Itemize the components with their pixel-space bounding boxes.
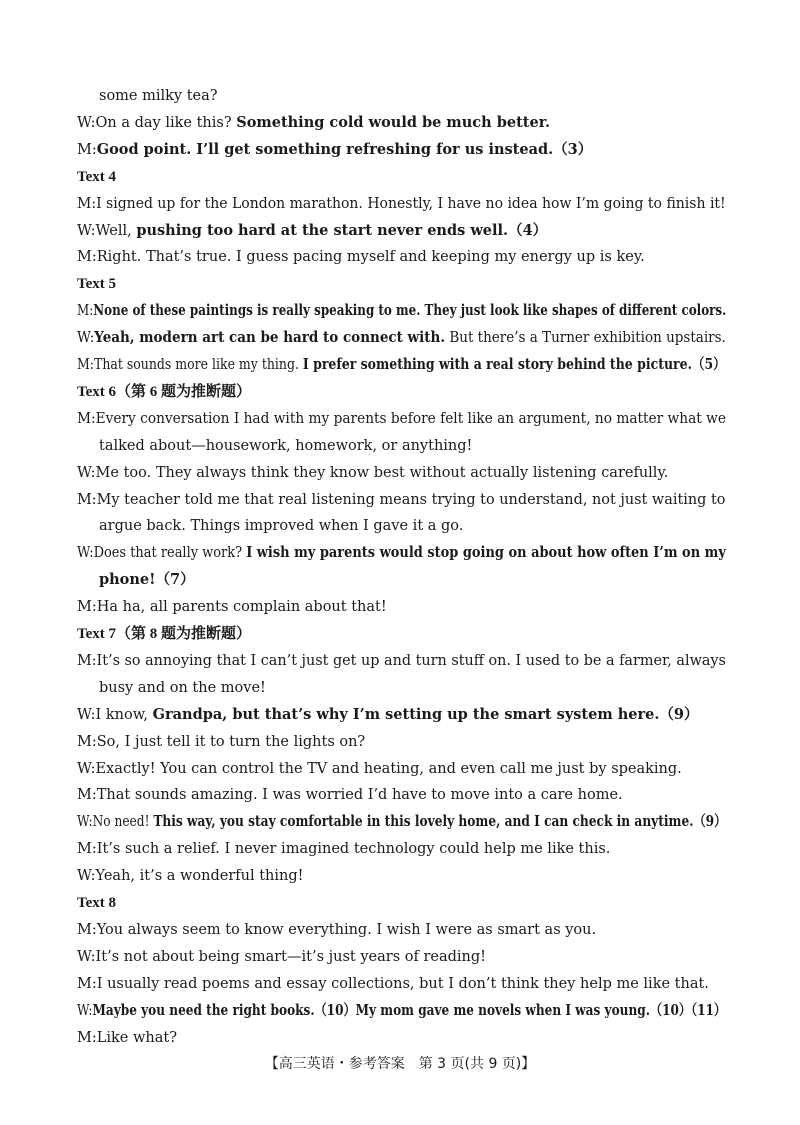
answer-evidence-text: Good point. I’ll get something refreshing for us instead.（3） bbox=[96, 140, 593, 158]
speaker-label: M: bbox=[77, 841, 97, 858]
dialogue-text: Well, bbox=[95, 222, 137, 239]
speaker-label: W: bbox=[77, 330, 95, 347]
dialogue-line bbox=[77, 463, 668, 483]
dialogue-text: My teacher told me that real listening means trying to understand, not just waiting to bbox=[96, 491, 726, 508]
speaker-label: M: bbox=[77, 491, 97, 508]
dialogue-text: So, I just tell it to turn the lights on? bbox=[96, 733, 366, 750]
answer-evidence-text: Yeah, modern art can be hard to connect with. bbox=[94, 329, 446, 347]
dialogue-text: Right. That’s true. I guess pacing myself and keeping my energy up is key. bbox=[96, 249, 645, 266]
speaker-label: W: bbox=[77, 222, 96, 239]
speaker-label: M: bbox=[77, 357, 95, 373]
dialogue-line bbox=[77, 543, 726, 563]
dialogue-text: I know, bbox=[95, 706, 153, 723]
dialogue-text: No need! bbox=[92, 814, 154, 831]
section-heading: Text 6（第 6 题为推断题） bbox=[77, 383, 252, 400]
dialogue-text: That sounds amazing. I was worried I’d have to move into a care home. bbox=[96, 787, 623, 804]
dialogue-line bbox=[77, 947, 486, 967]
speaker-label: W: bbox=[77, 464, 96, 481]
speaker-label: W: bbox=[77, 760, 96, 777]
dialogue-text: It’s not about being smart—it’s just years of reading! bbox=[95, 948, 486, 965]
dialogue-text: Every conversation I had with my parents before felt like an argument, no matter what we bbox=[95, 410, 726, 427]
dialogue-text: You always seem to know everything. I wish I were as smart as you. bbox=[96, 921, 597, 938]
dialogue-line bbox=[77, 140, 592, 160]
section-heading: Text 5 bbox=[77, 276, 117, 293]
dialogue-line bbox=[77, 247, 645, 267]
speaker-label: M: bbox=[77, 195, 97, 212]
answer-evidence-text: Something cold would be much better. bbox=[236, 113, 551, 131]
dialogue-line bbox=[99, 436, 472, 456]
dialogue-line bbox=[77, 355, 726, 375]
dialogue-text: Ha ha, all parents complain about that! bbox=[96, 599, 387, 616]
speaker-label: M: bbox=[77, 599, 97, 616]
speaker-label: M: bbox=[77, 303, 94, 320]
dialogue-line bbox=[77, 866, 303, 886]
speaker-label: M: bbox=[77, 733, 97, 750]
dialogue-text: It’s such a relief. I never imagined technology could help me like this. bbox=[96, 841, 611, 858]
dialogue-line bbox=[77, 759, 682, 779]
speaker-label: M: bbox=[77, 787, 97, 804]
dialogue-text: Like what? bbox=[96, 1029, 177, 1046]
answer-evidence-text: pushing too hard at the start never ends well.（4） bbox=[136, 221, 548, 239]
dialogue-text: I signed up for the London marathon. Honestly, I have no idea how I’m going to finish it! bbox=[96, 195, 726, 212]
answer-evidence-text: This way, you stay comfortable in this lovely home, and I can check in anytime.（9） bbox=[153, 813, 727, 831]
dialogue-line bbox=[99, 86, 218, 106]
dialogue-line bbox=[77, 651, 726, 671]
answer-evidence-text: None of these paintings is really speaking to me. They just look like shapes of different colors. bbox=[93, 302, 727, 320]
dialogue-line bbox=[77, 301, 726, 321]
dialogue-line bbox=[77, 920, 596, 940]
dialogue-line bbox=[77, 1028, 177, 1048]
dialogue-line bbox=[77, 705, 699, 725]
dialogue-text: But there’s a Turner exhibition upstairs. bbox=[445, 330, 726, 347]
dialogue-line bbox=[77, 732, 365, 752]
dialogue-text: I usually read poems and essay collections, but I don’t think they help me like that. bbox=[96, 975, 709, 992]
dialogue-text: argue back. Things improved when I gave it a go. bbox=[99, 518, 464, 535]
answer-evidence-text: Grandpa, but that’s why I’m setting up the smart system here.（9） bbox=[152, 705, 699, 723]
dialogue-text: some milky tea? bbox=[99, 88, 218, 104]
speaker-label: W: bbox=[77, 1002, 93, 1019]
speaker-label: W: bbox=[77, 868, 96, 885]
dialogue-line bbox=[77, 409, 726, 429]
dialogue-text: busy and on the move! bbox=[99, 679, 266, 696]
speaker-label: M: bbox=[77, 249, 97, 266]
speaker-label: M: bbox=[77, 652, 97, 669]
dialogue-line bbox=[77, 812, 726, 832]
dialogue-line bbox=[77, 328, 726, 348]
section-heading: Text 7（第 8 题为推断题） bbox=[77, 626, 252, 642]
speaker-label: M: bbox=[77, 1029, 97, 1046]
speaker-label: M: bbox=[77, 410, 96, 427]
dialogue-text: Does that really work? bbox=[93, 545, 247, 562]
section-heading: Text 8 bbox=[77, 895, 117, 911]
dialogue-text: Yeah, it’s a wonderful thing! bbox=[95, 868, 304, 885]
dialogue-line bbox=[77, 221, 547, 241]
dialogue-line bbox=[99, 570, 195, 590]
dialogue-line bbox=[77, 785, 623, 805]
speaker-label: M: bbox=[77, 141, 97, 158]
dialogue-line bbox=[77, 490, 726, 510]
dialogue-text: Exactly! You can control the TV and heating, and even call me just by speaking. bbox=[95, 760, 682, 777]
dialogue-text: Me too. They always think they know best without actually listening carefully. bbox=[95, 464, 669, 481]
answer-evidence-text: I prefer something with a real story behind the picture.（5） bbox=[302, 356, 726, 373]
speaker-label: W: bbox=[77, 545, 94, 562]
speaker-label: M: bbox=[77, 975, 97, 992]
dialogue-text: It’s so annoying that I can’t just get up and turn stuff on. I used to be a farmer, always bbox=[96, 652, 726, 669]
speaker-label: W: bbox=[77, 948, 96, 965]
speaker-label: W: bbox=[77, 114, 96, 131]
dialogue-line bbox=[77, 974, 709, 994]
answer-evidence-text: phone!（7） bbox=[99, 571, 195, 589]
answer-evidence-text: I wish my parents would stop going on about how often I’m on my bbox=[246, 544, 726, 562]
dialogue-line bbox=[77, 113, 550, 133]
dialogue-line bbox=[77, 194, 726, 214]
dialogue-line bbox=[99, 516, 463, 536]
dialogue-line bbox=[77, 839, 610, 859]
section-heading: Text 4 bbox=[77, 168, 117, 185]
speaker-label: W: bbox=[77, 814, 93, 831]
dialogue-text: talked about—housework, homework, or anything! bbox=[99, 437, 473, 454]
dialogue-line bbox=[99, 678, 266, 698]
dialogue-line bbox=[77, 1001, 726, 1021]
speaker-label: M: bbox=[77, 921, 97, 938]
dialogue-text: On a day like this? bbox=[95, 114, 237, 131]
answer-evidence-text: Maybe you need the right books.（10）My mom gave me novels when I was young.（10）（11） bbox=[92, 1001, 727, 1019]
dialogue-text: That sounds more like my thing. bbox=[94, 357, 303, 373]
speaker-label: W: bbox=[77, 706, 96, 723]
page-footer: 【高三英语・参考答案 第 3 页(共 9 页)】 bbox=[264, 1056, 536, 1072]
dialogue-line bbox=[77, 597, 387, 617]
